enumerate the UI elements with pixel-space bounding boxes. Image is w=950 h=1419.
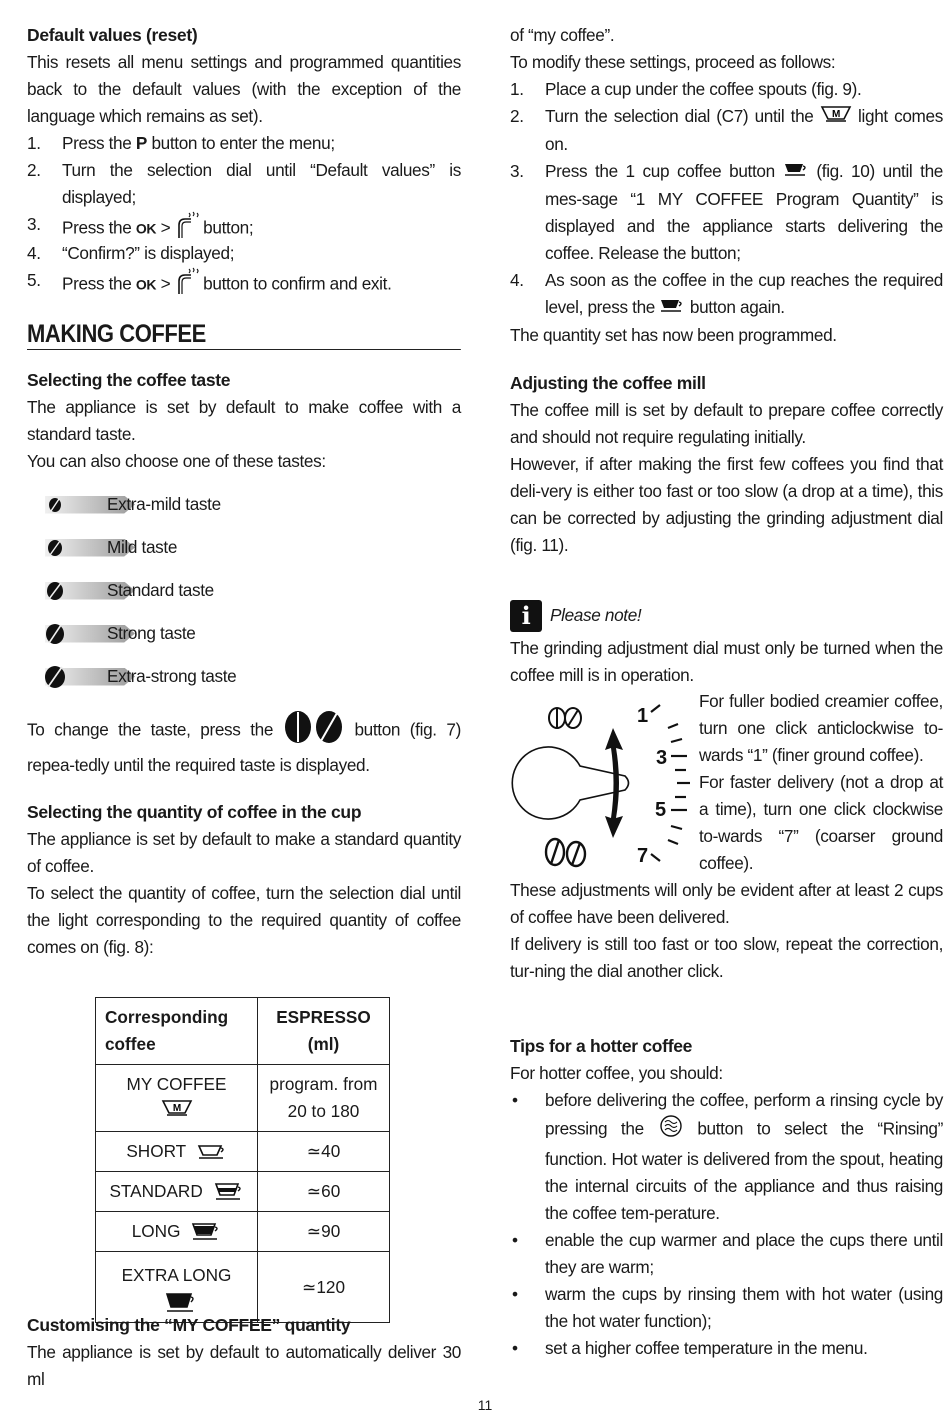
programmed-text: The quantity set has now been programmed. — [510, 324, 837, 345]
bean-icon — [47, 496, 63, 514]
dial-text-coarser: For faster delivery (not a drop at a time), turn one click clockwise to-wards “7” (coarser ground coffee). — [699, 772, 943, 873]
extra-long-cup-icon — [165, 1293, 197, 1313]
reset-title: Default values (reset) — [27, 25, 198, 45]
reset-step: 1. Press the P button to enter the menu; — [27, 133, 335, 153]
taste-item: Standard taste — [27, 569, 461, 612]
reset-steps — [27, 130, 461, 298]
dial-tick-label: 1 — [637, 705, 649, 727]
dial-ticks — [651, 705, 690, 861]
reset-text: This resets all menu settings and programmed quantities back to the default values (with the exception of the language which remains as set). — [27, 52, 461, 126]
table-cell: ≃90 — [258, 1212, 390, 1252]
taste-item: Strong taste — [27, 612, 461, 655]
dial-text-finer: For fuller bodied creamier coffee, turn one click anticlockwise to-wards “1” (finer ground coffee). — [699, 691, 943, 765]
taste-title: Selecting the coffee taste — [27, 370, 231, 390]
taste-change-text: To change the taste, press the button (fig. 7) repea-tedly until the required taste is displayed. — [27, 710, 461, 779]
taste-button-icon — [283, 710, 345, 752]
table-cell: ≃60 — [258, 1172, 390, 1212]
dial-tick-label: 3 — [656, 747, 668, 769]
table-row — [96, 1212, 390, 1252]
table-row — [96, 1065, 390, 1132]
svg-text:M: M — [831, 108, 840, 120]
coffee-cup-icon — [783, 159, 809, 186]
fine-beans-icon — [549, 708, 581, 728]
dial-tick-label: 7 — [637, 845, 649, 867]
qty-title: Selecting the quantity of coffee in the cup — [27, 802, 362, 822]
adjust-text-1: These adjustments will only be evident after at least 2 cups of coffee have been delivered. — [510, 880, 943, 927]
dial-scale — [637, 705, 667, 867]
tips-title: Tips for a hotter coffee — [510, 1036, 693, 1056]
mill-title: Adjusting the coffee mill — [510, 372, 706, 393]
list-item: • warm the cups by rinsing them with hot water (using the hot water function); — [512, 1284, 943, 1331]
program-step: 4. As soon as the coffee in the cup reaches the required level, press the button again. — [510, 267, 943, 322]
long-cup-icon — [191, 1222, 221, 1242]
svg-text:M: M — [172, 1103, 181, 1114]
mill-text-1: The coffee mill is set by default to prepare coffee correctly and should not require regulating initially. — [510, 399, 943, 447]
dial-knob — [512, 747, 628, 819]
my-coffee-cup-icon — [820, 104, 852, 131]
qty-intro: The appliance is set by default to make a standard quantity of coffee. — [27, 829, 461, 876]
mill-text-2: However, if after making the first few coffees you find that deli-very is either too fast or too slow (a drop at a time), this can be corrected by adjusting the grinding adjustment dial (fig. 11). — [510, 453, 943, 555]
standard-cup-icon — [214, 1182, 244, 1202]
taste-intro: The appliance is set by default to make coffee with a standard taste. — [27, 397, 461, 444]
note-heading — [510, 597, 943, 635]
table-row — [96, 1172, 390, 1212]
right-column — [510, 22, 943, 689]
qty-instructions: To select the quantity of coffee, turn the selection dial until the light corresponding to the required quantity of coffee comes on (fig. 8): — [27, 883, 461, 957]
section-title: MAKING COFFEE — [27, 319, 461, 350]
table-row — [96, 1132, 390, 1172]
note-label: Please note! — [550, 605, 642, 626]
table-header-row — [96, 998, 390, 1065]
dial-tick-label: 5 — [655, 799, 667, 821]
table-cell: LONG — [131, 1221, 181, 1241]
reset-step: 2. Turn the selection dial until “Default values” is displayed; — [27, 160, 461, 207]
my-coffee-cup-icon — [161, 1099, 193, 1117]
table-cell: SHORT — [126, 1141, 186, 1161]
program-step: 2. Turn the selection dial (C7) until the M light comes on. — [510, 103, 943, 158]
coarse-beans-icon — [546, 839, 585, 866]
list-item: • before delivering the coffee, perform a rinsing cycle by pressing the button to select the “Rinsing” function. Hot water is delivered from the spout, heating the internal circuits of the appliance and thus raising the coffee tem-perature. — [512, 1090, 943, 1223]
left-column — [27, 22, 461, 961]
program-step: 3. Press the 1 cup coffee button (fig. 10) until the mes-sage “1 MY COFFEE Program Quantity” is displayed and the appliance starts delivering the coffee. Release the button; — [510, 158, 943, 267]
mycoffee-title: Customising the “MY COFFEE” quantity — [27, 1315, 351, 1335]
mycoffee-text: The appliance is set by default to automatically deliver 30 ml — [27, 1342, 461, 1389]
taste-item: Extra-strong taste — [27, 655, 461, 698]
right-column-lower — [510, 877, 943, 1362]
note-text: The grinding adjustment dial must only be turned when the coffee mill is in operation. — [510, 637, 943, 685]
modify-intro: To modify these settings, proceed as follows: — [510, 52, 836, 72]
program-steps — [510, 76, 943, 322]
taste-item: Mild taste — [27, 526, 461, 569]
coffee-quantity-table — [95, 997, 390, 1323]
table-cell: ≃120 — [258, 1252, 390, 1323]
table-cell: MY COFFEE — [126, 1074, 227, 1094]
table-cell: program. from 20 to 180 — [258, 1065, 390, 1132]
tips-list — [510, 1087, 943, 1362]
taste-item: Extra-mild taste — [27, 483, 461, 526]
steam-tap-icon — [175, 267, 199, 303]
reset-step: 5. Press the OK > button to confirm and exit. — [27, 267, 461, 298]
left-column-bottom — [27, 1312, 461, 1393]
dial-instructions — [699, 688, 943, 877]
bean-icon — [44, 622, 66, 646]
adjust-text-2: If delivery is still too fast or too slow, repeat the correction, tur-ning the dial another click. — [510, 934, 943, 981]
table-cell: ≃40 — [258, 1132, 390, 1172]
tips-intro: For hotter coffee, you should: — [510, 1063, 723, 1083]
mycoffee-cont: of “my coffee”. — [510, 25, 615, 45]
table-cell: STANDARD — [109, 1181, 203, 1201]
table-cell: EXTRA LONG — [121, 1265, 232, 1285]
page-number: 11 — [477, 1397, 493, 1413]
reset-step: 3. Press the OK > button; — [27, 211, 461, 240]
bean-icon — [43, 664, 67, 690]
list-item: • enable the cup warmer and place the cups there until they are warm; — [512, 1230, 943, 1277]
taste-choose: You can also choose one of these tastes: — [27, 451, 326, 471]
info-icon: i — [510, 600, 542, 632]
grinder-dial-figure — [510, 690, 700, 875]
reset-step: 4. “Confirm?” is displayed; — [27, 243, 235, 263]
table-header-cell: ESPRESSO (ml) — [258, 998, 390, 1065]
table-header-cell: Corresponding coffee — [96, 998, 258, 1065]
program-step: 1. Place a cup under the coffee spouts (fig. 9). — [510, 79, 862, 99]
coffee-cup-icon — [659, 295, 685, 322]
short-cup-icon — [197, 1143, 227, 1161]
bean-icon — [45, 580, 65, 602]
list-item: • set a higher coffee temperature in the menu. — [512, 1338, 868, 1358]
bean-icon — [46, 538, 64, 558]
taste-list — [27, 483, 461, 698]
rinse-button-icon — [658, 1114, 684, 1146]
